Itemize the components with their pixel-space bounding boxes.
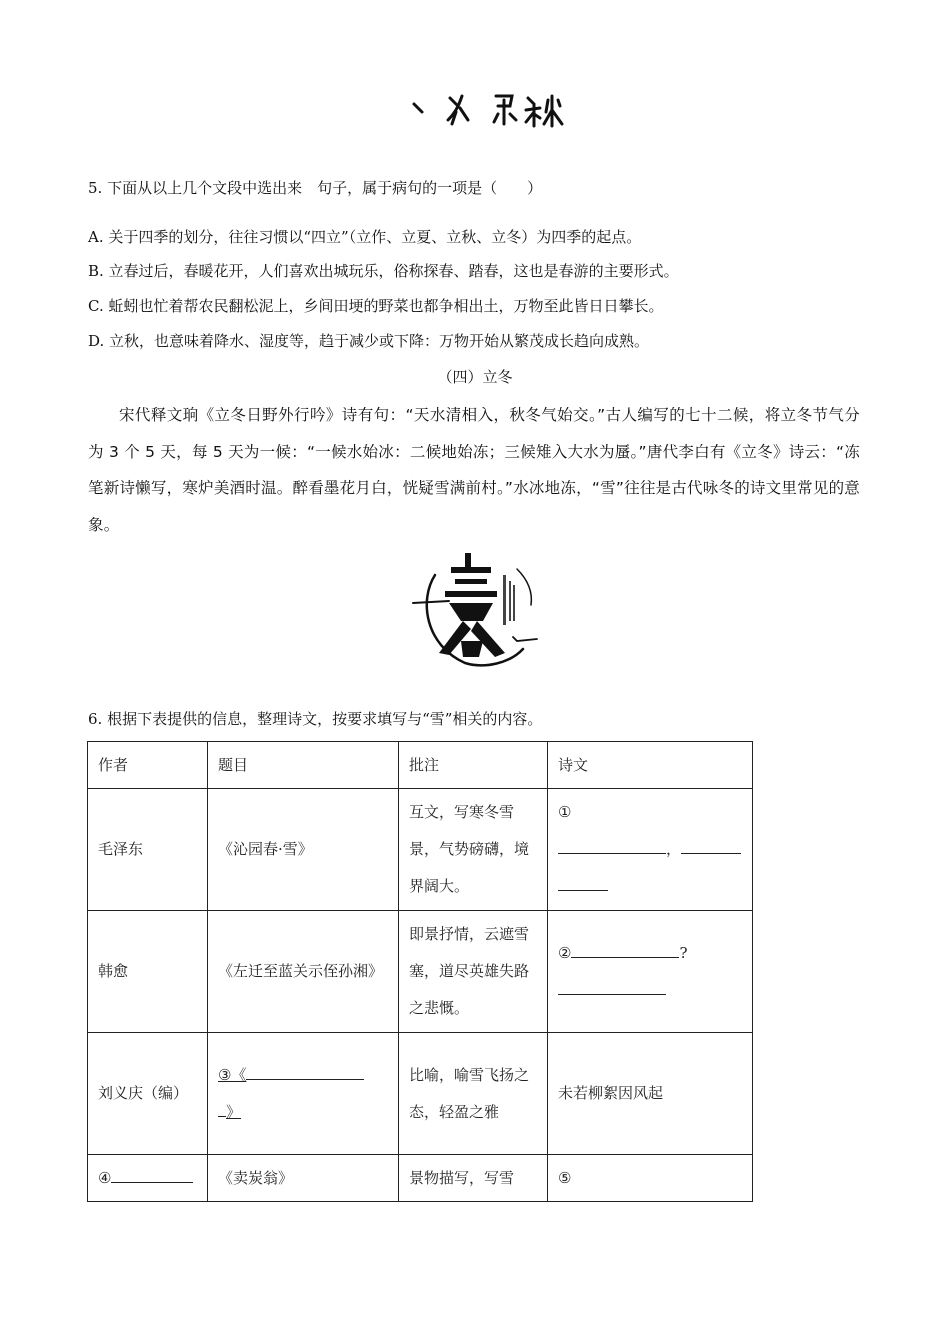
header-note: 批注 xyxy=(399,742,548,789)
q5-option-a: A. 关于四季的划分，往往习惯以“四立”（立作、立夏、立秋、立冬）为四季的起点。 xyxy=(88,228,642,246)
cell-author: 毛泽东 xyxy=(88,789,208,911)
blank-mark-1: ① xyxy=(558,803,572,821)
calligraphy-header xyxy=(400,84,570,134)
lidong-seal-image xyxy=(405,545,555,670)
poem-table xyxy=(87,741,753,1202)
cell-note: 即景抒情，云遮雪塞，道尽英雄失路之悲慨。 xyxy=(399,911,548,1033)
answer-blank-1b[interactable] xyxy=(681,835,741,854)
cell-title xyxy=(208,1033,399,1155)
cell-title: 《沁园春·雪》 xyxy=(208,789,399,911)
title-close: 》 xyxy=(226,1102,242,1121)
cell-note: 互文，写寒冬雪景，气势磅礴，境界阔大。 xyxy=(399,789,548,911)
question-5-stem: 5. 下面从以上几个文段中选出来 句子，属于病句的一项是（ ） xyxy=(88,179,543,197)
answer-blank-2a[interactable] xyxy=(571,939,679,958)
answer-blank-2b[interactable] xyxy=(558,976,666,995)
cell-author xyxy=(88,1155,208,1202)
answer-blank-1a[interactable] xyxy=(558,835,666,854)
table-row xyxy=(88,1155,753,1202)
cell-verse: ⑤ xyxy=(548,1155,753,1202)
table-header-row xyxy=(88,742,753,789)
blank-mark-3: ③《 xyxy=(218,1065,247,1084)
q5-option-c: C. 蚯蚓也忙着帮农民翻松泥上，乡间田埂的野菜也都争相出土，万物至此皆日日攀长。 xyxy=(88,297,664,315)
cell-verse: 未若柳絮因风起 xyxy=(548,1033,753,1155)
q5-option-d: D. 立秋，也意味着降水、湿度等，趋于减少或下降：万物开始从繁茂成长趋向成熟。 xyxy=(88,332,650,350)
table-row xyxy=(88,1033,753,1155)
answer-blank-3a[interactable] xyxy=(246,1061,364,1080)
header-title: 题目 xyxy=(208,742,399,789)
section-paragraph: 宋代释文珦《立冬日野外行吟》诗有句：“天水清相入，秋冬气始交。”古人编写的七十二候，将立冬节气分为 3 个 5 天，每 5 天为一候：“一候水始冰：二候地始冻；三候雉入大水为蜃。”唐代李白有《立冬》诗云：“冻笔新诗懒写，寒炉美酒时温。醉看墨花月白，恍疑雪满前村。”水冰地冻，“雪”往往是古代咏冬的诗文里常见的意象。 xyxy=(88,406,860,534)
cell-author: 刘义庆（编） xyxy=(88,1033,208,1155)
header-author: 作者 xyxy=(88,742,208,789)
blank-separator: ? xyxy=(679,943,688,962)
cell-verse xyxy=(548,911,753,1033)
cell-note: 比喻，喻雪飞扬之态，轻盈之雅 xyxy=(399,1033,548,1155)
answer-blank-3b[interactable] xyxy=(218,1098,226,1117)
cell-author: 韩愈 xyxy=(88,911,208,1033)
blank-mark-4: ④ xyxy=(98,1168,112,1187)
cell-title: 《左迁至蓝关示侄孙湘》 xyxy=(208,911,399,1033)
question-6-stem: 6. 根据下表提供的信息，整理诗文，按要求填写与“雪”相关的内容。 xyxy=(88,710,543,728)
table-row xyxy=(88,911,753,1033)
section-title: （四）立冬 xyxy=(437,368,513,386)
table-row xyxy=(88,789,753,911)
cell-note: 景物描写，写雪 xyxy=(399,1155,548,1202)
cell-title: 《卖炭翁》 xyxy=(208,1155,399,1202)
q5-option-b: B. 立春过后，春暖花开，人们喜欢出城玩乐，俗称探春、踏春，这也是春游的主要形式。 xyxy=(88,262,679,280)
header-verse: 诗文 xyxy=(548,742,753,789)
seal-text: 立冬 xyxy=(405,545,407,546)
answer-blank-4[interactable] xyxy=(111,1164,193,1183)
blank-separator: ， xyxy=(666,840,682,858)
blank-mark-2: ② xyxy=(558,943,572,962)
answer-blank-1c[interactable] xyxy=(558,872,608,891)
cell-verse xyxy=(548,789,753,911)
